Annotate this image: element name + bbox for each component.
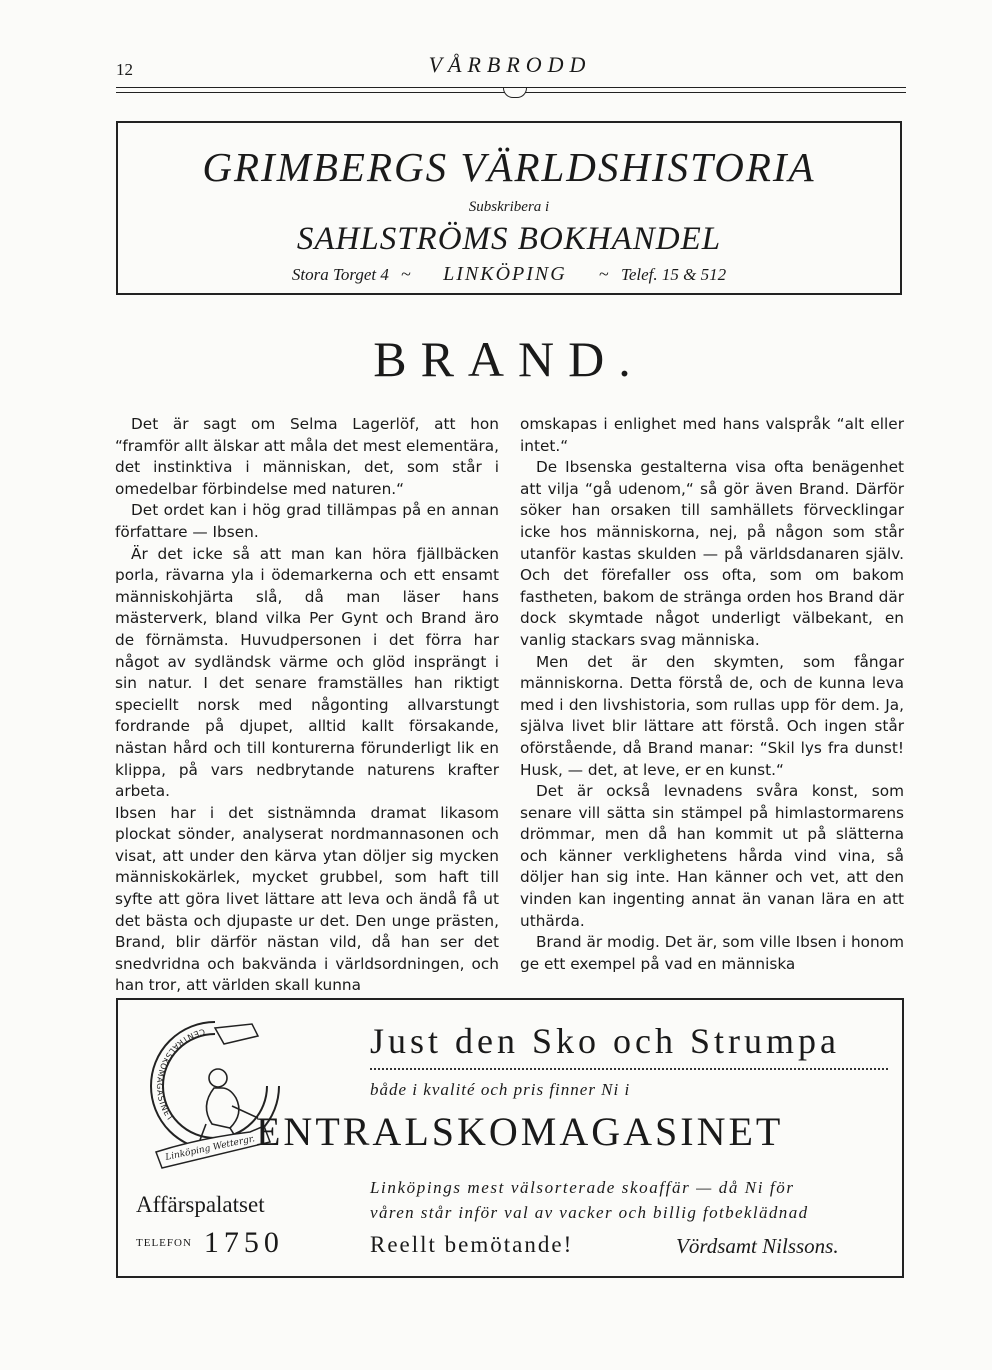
ad2-line1: både i kvalité och pris finner Ni i (370, 1080, 631, 1099)
rule-ornament (503, 88, 527, 98)
ad2-service: Reellt bemötande! (370, 1232, 574, 1257)
article-left-column (115, 414, 499, 997)
ad2-phone (136, 1226, 284, 1260)
paragraph: Det är också levnadens svåra konst, som senare vill sätta sin stämpel på himlastormarens drömmar, men då han kommit ut på slätterna och känner verklighetens hårda vind vina, så döljer han sig inte. Han känner och vet, att den vinden kan ingenting annat än vanan lära en att uthärda. (520, 782, 904, 930)
paragraph: De Ibsenska gestalterna visa ofta benägenhet att vilja “gå udenom,“ så gör även Brand. Därför söker han orsaken till samhällets förvecklingar icke hos människorna, nej, på någon som står utanför kastas skulden — på världsdanaren själv. Och det förefaller oss ofta, som om bakom fastheten, bakom de stränga orden hos Brand där dock skymtade något underligt välbekant, en vanlig stackars svag människa. (520, 458, 904, 649)
ad-address: Stora Torget 4 (291, 265, 389, 284)
paragraph: Är det icke så att man kan höra fjällbäcken porla, rävarna yla i ödemarkerna och ett ensamt människohjärta slå, då man läser hans mästerverk, bland vilka Per Gynt och Brand äro de förnämsta. Huvudpersonen i det förra har något av sydländsk värme och glöd insprängt i sin natur. I det senare framställes han riktigt speciellt norsk med någonting allvarstungt fordrande på djupet, alltid kallt försakande, nästan hård och till konturerna förunderligt lik en klippa, på vars nedbrytande naturens krafter arbeta. (115, 544, 499, 801)
squiggle-ornament-left: ~ (401, 264, 411, 284)
running-title: VÅRBRODD (428, 52, 592, 77)
paragraph: Det är sagt om Selma Lagerlöf, att hon “framför allt älskar att måla det mest elementära, det instinktiva i människan, det, som står i omedelbar förbindelse med naturen.“ (115, 415, 499, 498)
ad2-tagline2: våren står inför val av vacker och billig fotbeklädnad (370, 1203, 809, 1222)
ad-phone: Telef. 15 & 512 (620, 265, 727, 284)
paragraph: Det ordet kan i hög grad tillämpas på en annan författare — Ibsen. (115, 501, 499, 541)
article-headline: BRAND. (373, 331, 645, 387)
svg-text:CENTRALSKOMAGASINET (155, 1027, 206, 1124)
ad2-title: Just den Sko och Strumpa (370, 1021, 840, 1061)
ad-address-row (118, 263, 900, 286)
article-right-column (520, 414, 904, 975)
ad2-phone-label: TELEFON (136, 1237, 192, 1249)
ad-title: GRIMBERGS VÄRLDSHISTORIA (202, 144, 816, 190)
ad2-shop-name: ENTRALSKOMAGASINET (256, 1109, 784, 1154)
squiggle-ornament-right: ~ (598, 264, 609, 284)
paragraph: Men det är den skymten, som fångar människorna. Detta förstå de, och de kunna leva med i den livshistoria, som rullas upp för dem. Ja, själva livet blir lättare att förstå. Och ingen står oförstående, då Brand manar: “Skil lys fra dunst! Husk, — det, at leve, er en kunst.“ (520, 652, 904, 779)
ad2-tagline1: Linköpings mest välsorterade skoaffär — då Ni för (370, 1178, 795, 1197)
ad2-signature: Vördsamt Nilssons. (676, 1234, 839, 1258)
paragraph: Ibsen har i det sistnämnda dramat likasom plockat sönder, analyserat nordmannasonen och visat, att under den kärva ytan döljer sig mycken människokärlek, mycket grubbel, som haft till syfte att göra livet lättare att leva och ändå få ut det bästa och djupaste ur det. Den unge prästen, Brand, blir därför nästan vild, då han ser det snedvridna och bakvända i världsordningen, och han tror, att världen skall kunna (115, 803, 499, 995)
ad-subtitle: Subskribera i (468, 199, 550, 215)
ad2-phone-number: 1750 (203, 1226, 284, 1259)
page-number: 12 (116, 60, 133, 79)
ad2-building: Affärspalatset (136, 1192, 265, 1217)
emblem-ring-text: CENTRALSKOMAGASINET (154, 1026, 206, 1124)
bookshop-advertisement (116, 121, 902, 295)
ad-store-name: SAHLSTRÖMS BOKHANDEL (296, 221, 722, 257)
shoe-store-advertisement (116, 998, 904, 1278)
paragraph: omskapas i enlighet med hans valspråk “alt eller intet.“ (520, 415, 904, 455)
emblem-banner-text: Linköping Wettergr. (164, 1134, 256, 1163)
paragraph: Brand är modig. Det är, som ville Ibsen i honom ge ett exempel på vad en människa (520, 933, 904, 973)
dotted-divider (370, 1068, 888, 1073)
ad-city: LINKÖPING (443, 263, 567, 285)
